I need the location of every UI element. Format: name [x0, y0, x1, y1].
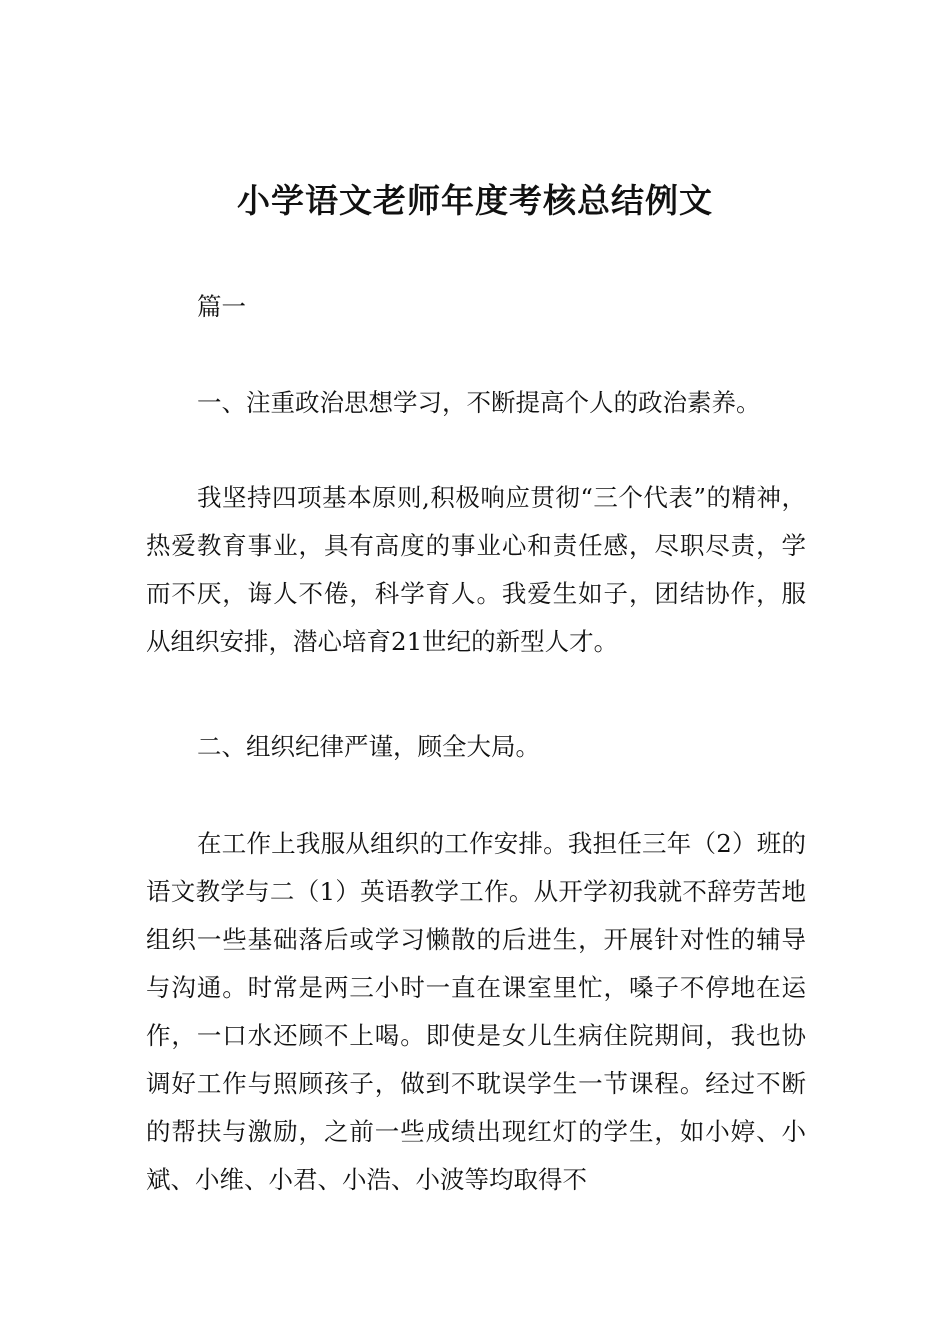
section-heading-pian-yi: 篇一 — [197, 292, 246, 321]
body-paragraph-1: 我坚持四项基本原则,积极响应贯彻“三个代表”的精神，热爱教育事业，具有高度的事业心和责任感，尽职尽责，学而不厌，诲人不倦，科学育人。我爱生如子，团结协作，服从组织安排，潜心培育21世纪的新型人才。 — [146, 483, 806, 656]
body-paragraph-2: 在工作上我服从组织的工作安排。我担任三年（2）班的语文教学与二（1）英语教学工作。从开学初我就不辞劳苦地组织一些基础落后或学习懒散的后进生，开展针对性的辅导与沟通。时常是两三小时一直在课室里忙，嗓子不停地在运作，一口水还顾不上喝。即使是女儿生病住院期间，我也协调好工作与照顾孩子，做到不耽误学生一节课程。经过不断的帮扶与激励，之前一些成绩出现红灯的学生，如小婷、小斌、小维、小君、小浩、小波等均取得不 — [146, 829, 806, 1194]
section-heading-1: 一、注重政治思想学习，不断提高个人的政治素养。 — [197, 388, 761, 417]
document-title: 小学语文老师年度考核总结例文 — [237, 181, 713, 220]
section-heading-2: 二、组织纪律严谨，顾全大局。 — [197, 732, 540, 761]
